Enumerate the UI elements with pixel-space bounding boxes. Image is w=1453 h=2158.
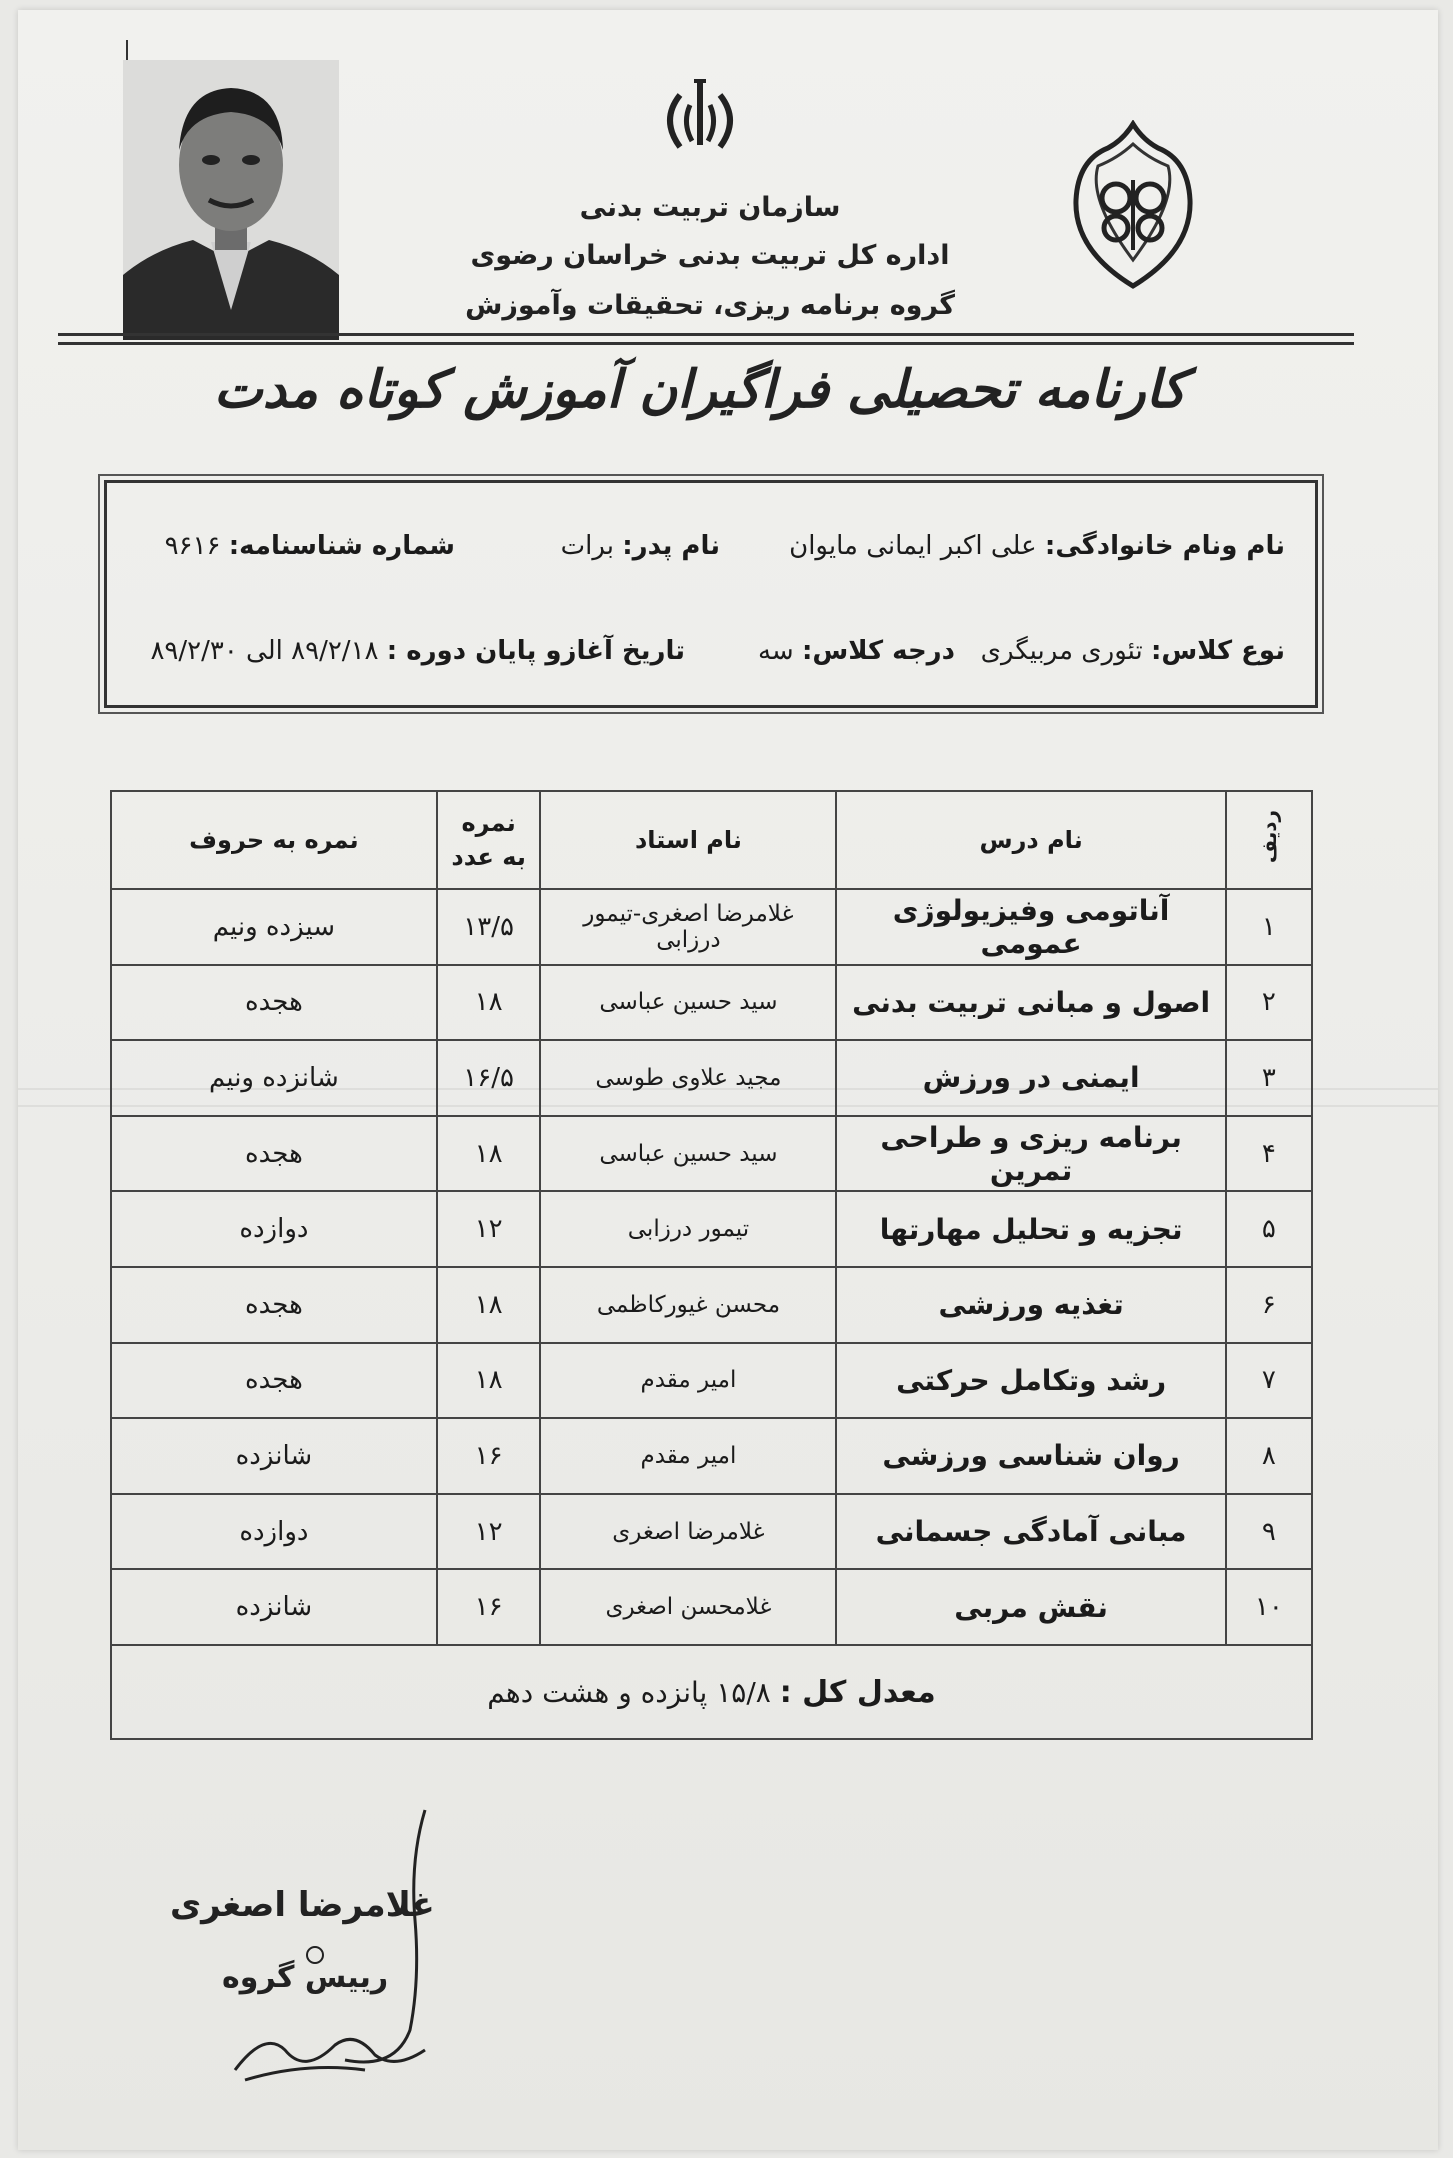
header-grade-number: نمره به عدد [437, 791, 541, 889]
id-number-field [165, 531, 455, 561]
teacher-name-cell: غلامحسن اصغری [540, 1569, 836, 1645]
grade-number-cell: ۱۶ [437, 1418, 541, 1494]
table-row [111, 1569, 1312, 1645]
table-row [111, 1267, 1312, 1343]
course-dates-label: تاریخ آغازو پایان دوره : [386, 636, 685, 666]
handwritten-signature [225, 1800, 445, 2100]
grade-words-cell: هجده [111, 1343, 437, 1419]
average-row [111, 1645, 1312, 1739]
grade-words-cell: شانزده ونیم [111, 1040, 437, 1116]
grade-words-cell: هجده [111, 965, 437, 1041]
id-number-value: ۹۶۱۶ [164, 531, 221, 561]
course-name-cell: روان شناسی ورزشی [836, 1418, 1225, 1494]
class-type-label: نوع کلاس: [1150, 636, 1285, 666]
grade-number-cell: ۱۲ [437, 1191, 541, 1267]
average-value: ۱۵/۸ پانزده و هشت دهم [487, 1675, 771, 1709]
header-teacher: نام استاد [540, 791, 836, 889]
table-row [111, 965, 1312, 1041]
table-row [111, 1494, 1312, 1570]
row-number-cell: ۱۰ [1226, 1569, 1312, 1645]
row-number-cell: ۵ [1226, 1191, 1312, 1267]
course-name-cell: مبانی آمادگی جسمانی [836, 1494, 1225, 1570]
row-number-cell: ۶ [1226, 1267, 1312, 1343]
grade-number-cell: ۱۳/۵ [437, 889, 541, 965]
document-title: کارنامه تحصیلی فراگیران آموزش کوتاه مدت [213, 360, 1187, 420]
id-number-label: شماره شناسنامه: [228, 531, 455, 561]
grade-number-cell: ۱۸ [437, 1343, 541, 1419]
course-name-cell: برنامه ریزی و طراحی تمرین [836, 1116, 1225, 1192]
average-cell [111, 1645, 1312, 1739]
teacher-name-cell: محسن غیورکاظمی [540, 1267, 836, 1343]
header-department: اداره کل تربیت بدنی خراسان رضوی [470, 240, 950, 271]
applicant-photo [123, 60, 339, 340]
class-grade-label: درجه کلاس: [801, 636, 955, 666]
teacher-name-cell: تیمور درزابی [540, 1191, 836, 1267]
teacher-name-cell: سید حسین عباسی [540, 1116, 836, 1192]
iran-emblem-icon [650, 75, 750, 160]
grade-number-cell: ۱۸ [437, 965, 541, 1041]
course-dates-value: ۸۹/۲/۱۸ الی ۸۹/۲/۳۰ [150, 636, 379, 666]
grade-words-cell: هجده [111, 1116, 437, 1192]
row-number-cell: ۱ [1226, 889, 1312, 965]
class-type-value: تئوری مربیگری [980, 636, 1143, 666]
row-number-cell: ۷ [1226, 1343, 1312, 1419]
table-row [111, 1418, 1312, 1494]
teacher-name-cell: امیر مقدم [540, 1343, 836, 1419]
course-dates-field [150, 636, 685, 666]
student-info-box [104, 480, 1318, 708]
course-name-cell: آناتومی وفیزیولوژی عمومی [836, 889, 1225, 965]
row-number-cell: ۸ [1226, 1418, 1312, 1494]
table-row [111, 1191, 1312, 1267]
father-name-label: نام پدر: [622, 531, 720, 561]
grade-number-cell: ۱۸ [437, 1116, 541, 1192]
course-name-cell: تغذیه ورزشی [836, 1267, 1225, 1343]
teacher-name-cell: غلامرضا اصغری [540, 1494, 836, 1570]
header-group: گروه برنامه ریزی، تحقیقات وآموزش [465, 290, 955, 321]
row-number-cell: ۴ [1226, 1116, 1312, 1192]
signatory-role: رییس گروه [222, 1960, 389, 1995]
course-name-cell: اصول و مبانی تربیت بدنی [836, 965, 1225, 1041]
grade-number-cell: ۱۸ [437, 1267, 541, 1343]
header-organization: سازمان تربیت بدنی [579, 192, 841, 223]
grade-number-cell: ۱۲ [437, 1494, 541, 1570]
header-row-number: ردیف [1226, 791, 1312, 889]
table-row [111, 1116, 1312, 1192]
course-name-cell: ایمنی در ورزش [836, 1040, 1225, 1116]
father-name-value: برات [560, 531, 614, 561]
grade-words-cell: شانزده [111, 1569, 437, 1645]
grade-number-cell: ۱۶/۵ [437, 1040, 541, 1116]
grade-words-cell: شانزده [111, 1418, 437, 1494]
class-grade-field [758, 636, 955, 666]
teacher-name-cell: سید حسین عباسی [540, 965, 836, 1041]
table-row [111, 889, 1312, 965]
grade-words-cell: دوازده [111, 1191, 437, 1267]
signatory-name: غلامرضا اصغری [170, 1885, 435, 1925]
grades-table [110, 790, 1313, 1740]
header-rule [58, 342, 1354, 345]
table-header-row [111, 791, 1312, 889]
grade-words-cell: هجده [111, 1267, 437, 1343]
full-name-field [789, 531, 1285, 561]
header-rule [58, 333, 1354, 336]
teacher-name-cell: مجید علاوی طوسی [540, 1040, 836, 1116]
row-number-cell: ۳ [1226, 1040, 1312, 1116]
row-number-cell: ۹ [1226, 1494, 1312, 1570]
class-grade-value: سه [757, 636, 794, 666]
table-row [111, 1343, 1312, 1419]
table-row [111, 1040, 1312, 1116]
course-name-cell: نقش مربی [836, 1569, 1225, 1645]
father-name-field [561, 531, 720, 561]
course-name-cell: تجزیه و تحلیل مهارتها [836, 1191, 1225, 1267]
course-name-cell: رشد وتکامل حرکتی [836, 1343, 1225, 1419]
row-number-cell: ۲ [1226, 965, 1312, 1041]
class-type-field [981, 636, 1285, 666]
grade-number-cell: ۱۶ [437, 1569, 541, 1645]
header-grade-words: نمره به حروف [111, 791, 437, 889]
teacher-name-cell: غلامرضا اصغری-تیمور درزابی [540, 889, 836, 965]
teacher-name-cell: امیر مقدم [540, 1418, 836, 1494]
full-name-label: نام ونام خانوادگی: [1044, 531, 1285, 561]
grade-words-cell: سیزده ونیم [111, 889, 437, 965]
average-label: معدل کل : [779, 1674, 936, 1710]
organization-logo-icon [1068, 120, 1198, 290]
full-name-value: علی اکبر ایمانی مایوان [789, 531, 1037, 561]
grade-words-cell: دوازده [111, 1494, 437, 1570]
header-course: نام درس [836, 791, 1225, 889]
